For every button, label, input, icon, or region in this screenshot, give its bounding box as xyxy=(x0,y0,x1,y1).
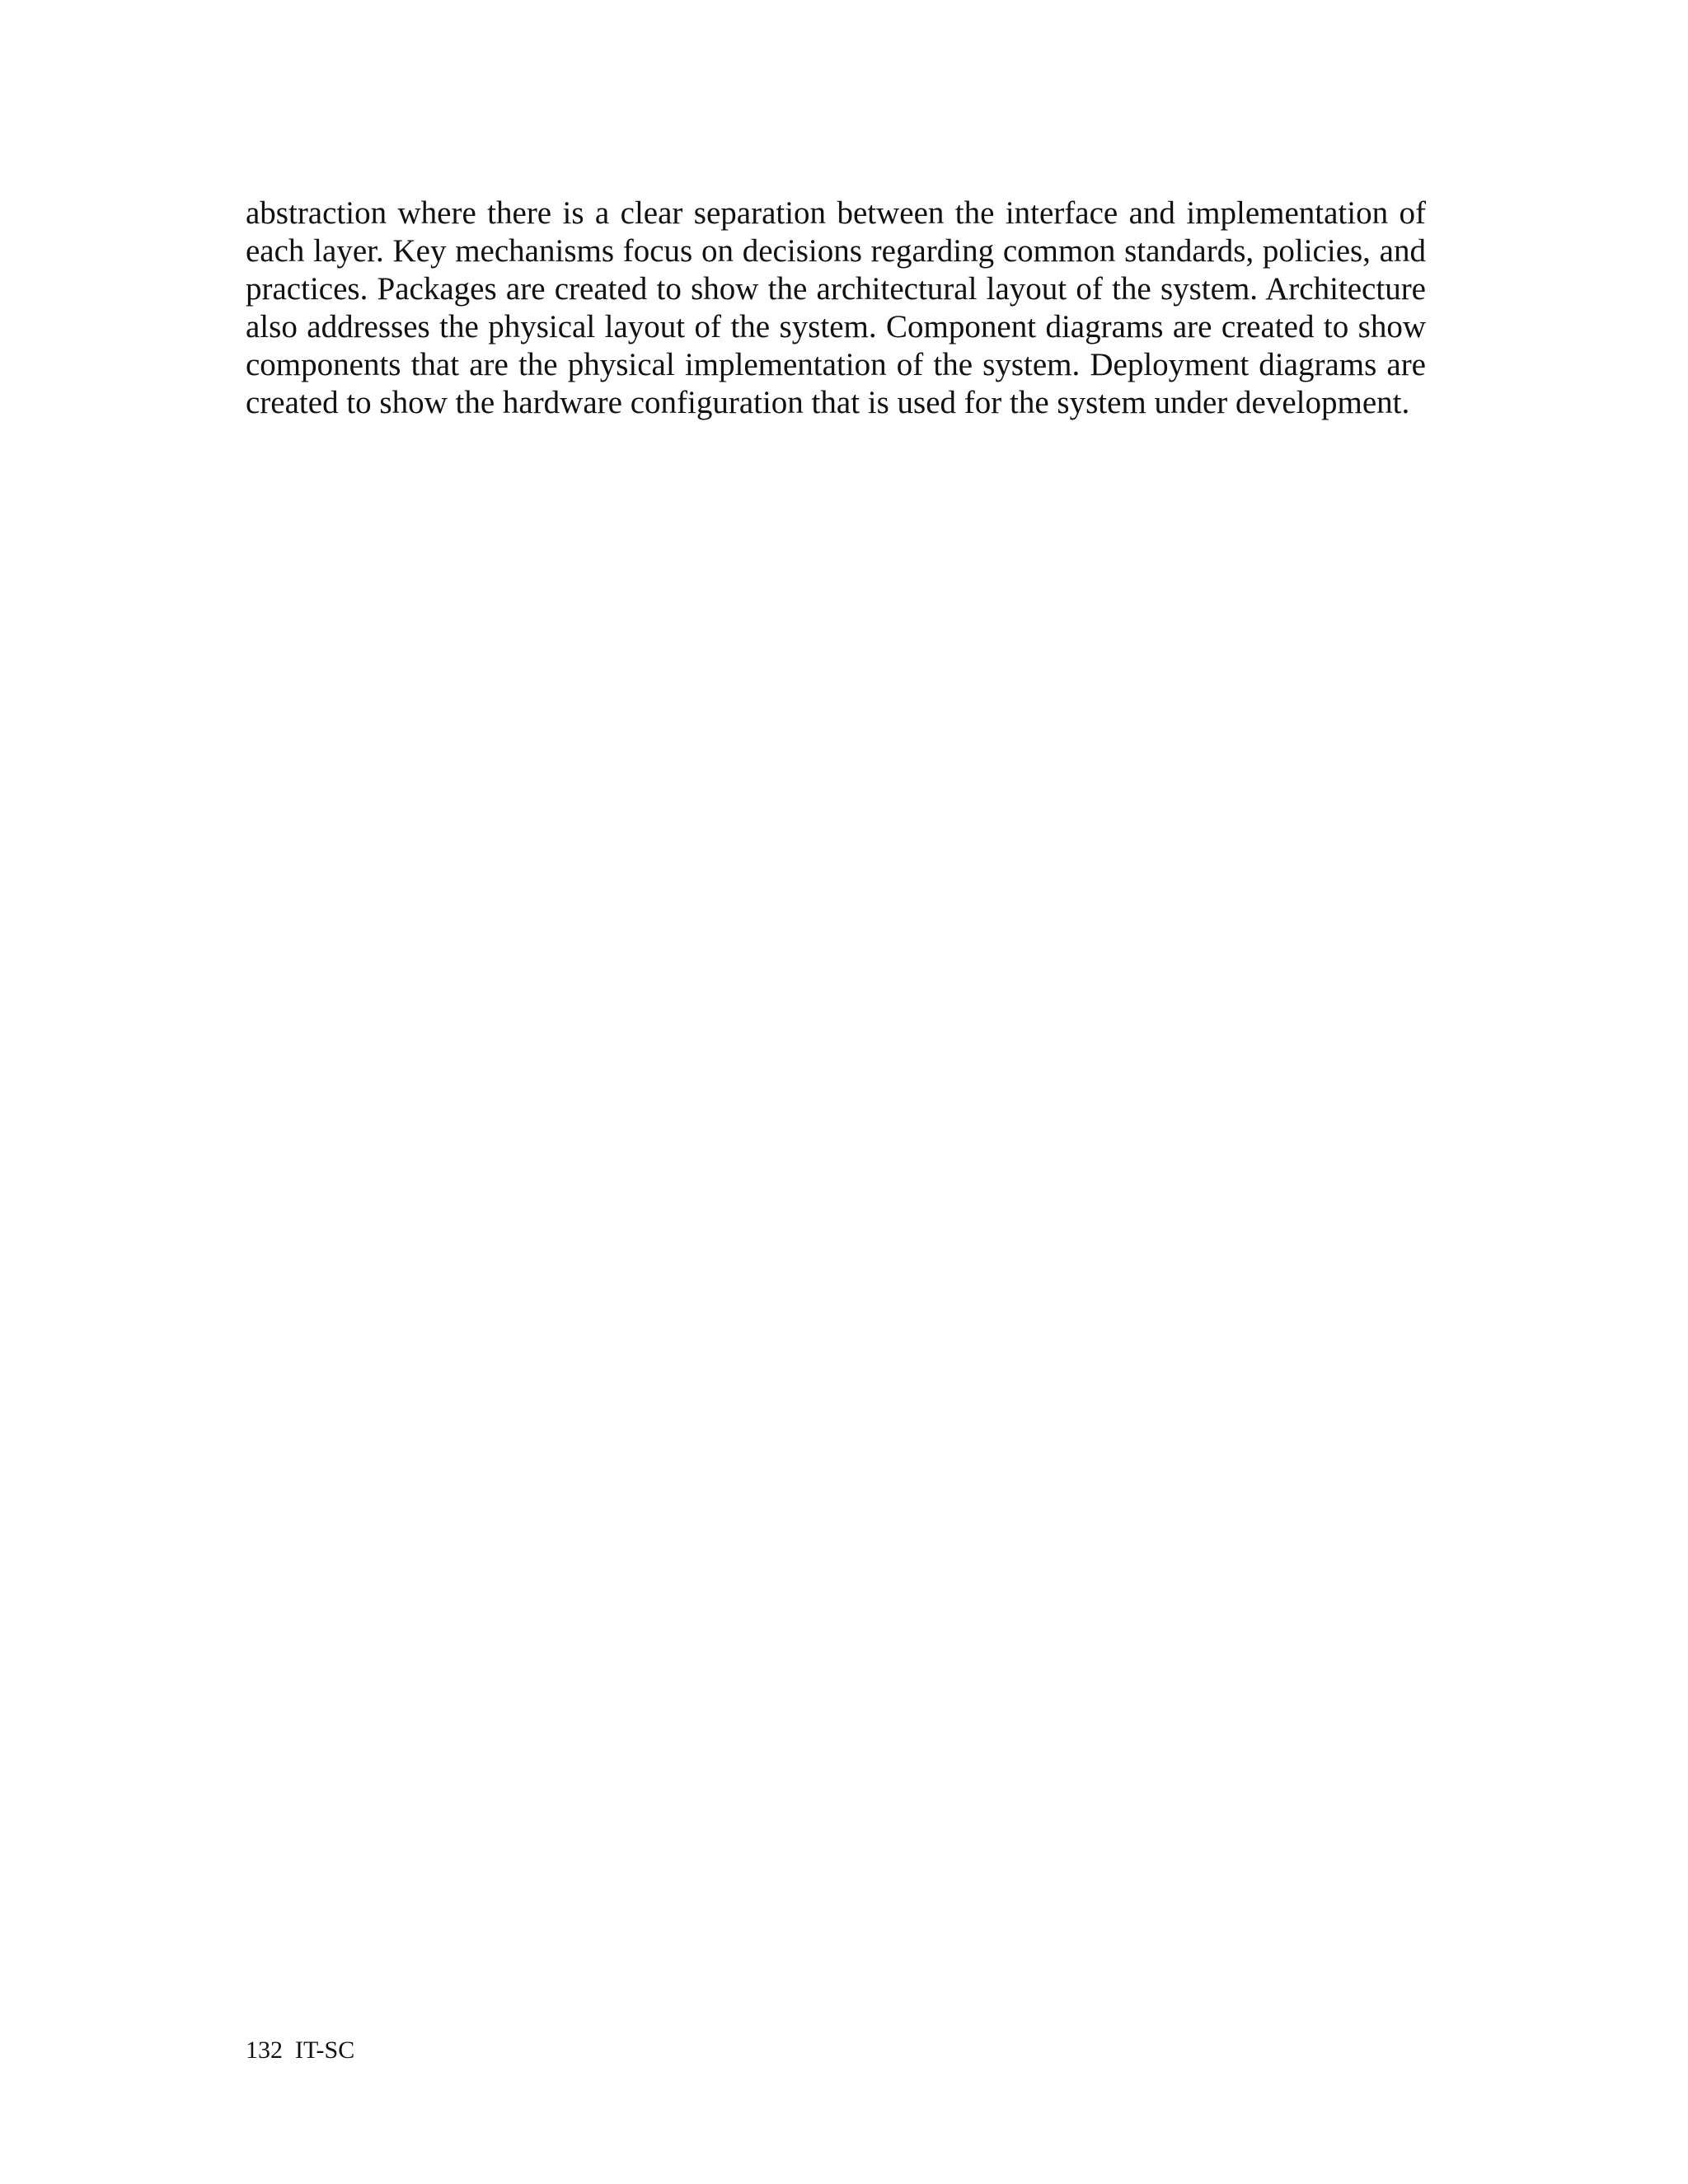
page-footer xyxy=(246,2036,354,2065)
footer-source-label: IT-SC xyxy=(295,2036,355,2064)
body-paragraph: abstraction where there is a clear separation between the interface and implementation of each layer. Key mechanisms focus on decisions regarding common standards, policies, and practices. Packages are created to show the architectural layout of the system. Architecture also addresses the physical layout of the system. Component diagrams are created to show components that are the physical implementation of the system. Deployment diagrams are created to show the hardware configuration that is used for the system under development. xyxy=(246,195,1426,420)
page-number: 132 xyxy=(246,2036,283,2064)
